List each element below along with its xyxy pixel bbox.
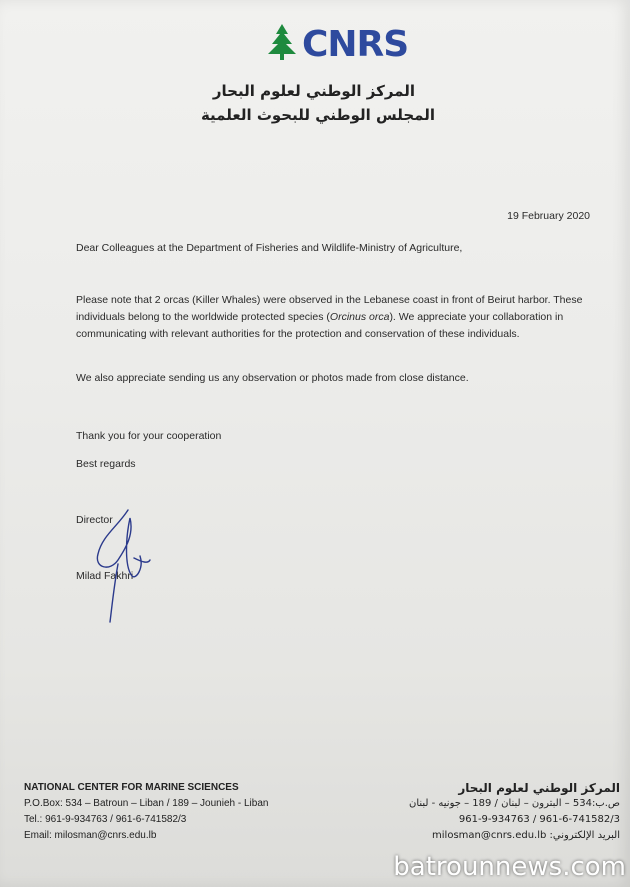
footer-tel-ar: 961-9-934763 / 961-6-741582/3 — [458, 814, 620, 825]
footer-tel-en: Tel.: 961-9-934763 / 961-6-741582/3 — [24, 814, 187, 825]
letter-greeting: Dear Colleagues at the Department of Fisheries and Wildlife-Ministry of Agriculture, — [76, 242, 463, 254]
letter-paragraph-2: We also appreciate sending us any observation or photos made from close distance. — [76, 372, 469, 384]
arabic-title-marine: المركز الوطني لعلوم البحار — [212, 82, 415, 100]
footer-arabic — [400, 780, 620, 844]
cedar-icon — [262, 22, 302, 62]
handwritten-signature — [88, 506, 158, 626]
letter-closing: Best regards — [76, 458, 136, 470]
letter-date: 19 February 2020 — [507, 210, 590, 222]
para1-text-end: ). We appreciate your collaboration in communicating with relevant authorities for the protection and conservation of these individuals. — [76, 311, 564, 340]
signer-title: Director — [76, 514, 113, 526]
species-name: Orcinus orca — [329, 311, 390, 323]
footer-email-ar: البريد الإلكتروني: milosman@cnrs.edu.lb — [432, 830, 620, 841]
letter-thanks: Thank you for your cooperation — [76, 430, 222, 442]
footer-org-ar: المركز الوطني لعلوم البحار — [458, 781, 620, 795]
footer-email-en: Email: milosman@cnrs.edu.lb — [24, 830, 157, 841]
site-watermark: batrounnews.com — [393, 852, 626, 882]
letter-paragraph-1 — [76, 292, 596, 343]
footer-english — [24, 780, 324, 844]
arabic-title-council: المجلس الوطني للبحوث العلمية — [200, 106, 435, 124]
logo-text: CNRS — [302, 24, 409, 65]
footer-org-en: NATIONAL CENTER FOR MARINE SCIENCES — [24, 782, 239, 793]
footer-address-en: P.O.Box: 534 – Batroun – Liban / 189 – Jounieh - Liban — [24, 798, 269, 809]
footer-address-ar: ص.ب:534 – البترون – لبنان / 189 – جونيه - لبنان — [408, 798, 620, 809]
signer-name: Milad Fakhri — [76, 570, 134, 582]
para1-text-start: Please note that 2 orcas (Killer Whales) were observed in the Lebanese coast in front of Beirut harbor. These individuals belong to the worldwide protected species ( — [76, 294, 583, 323]
cnrs-logo — [262, 22, 409, 82]
